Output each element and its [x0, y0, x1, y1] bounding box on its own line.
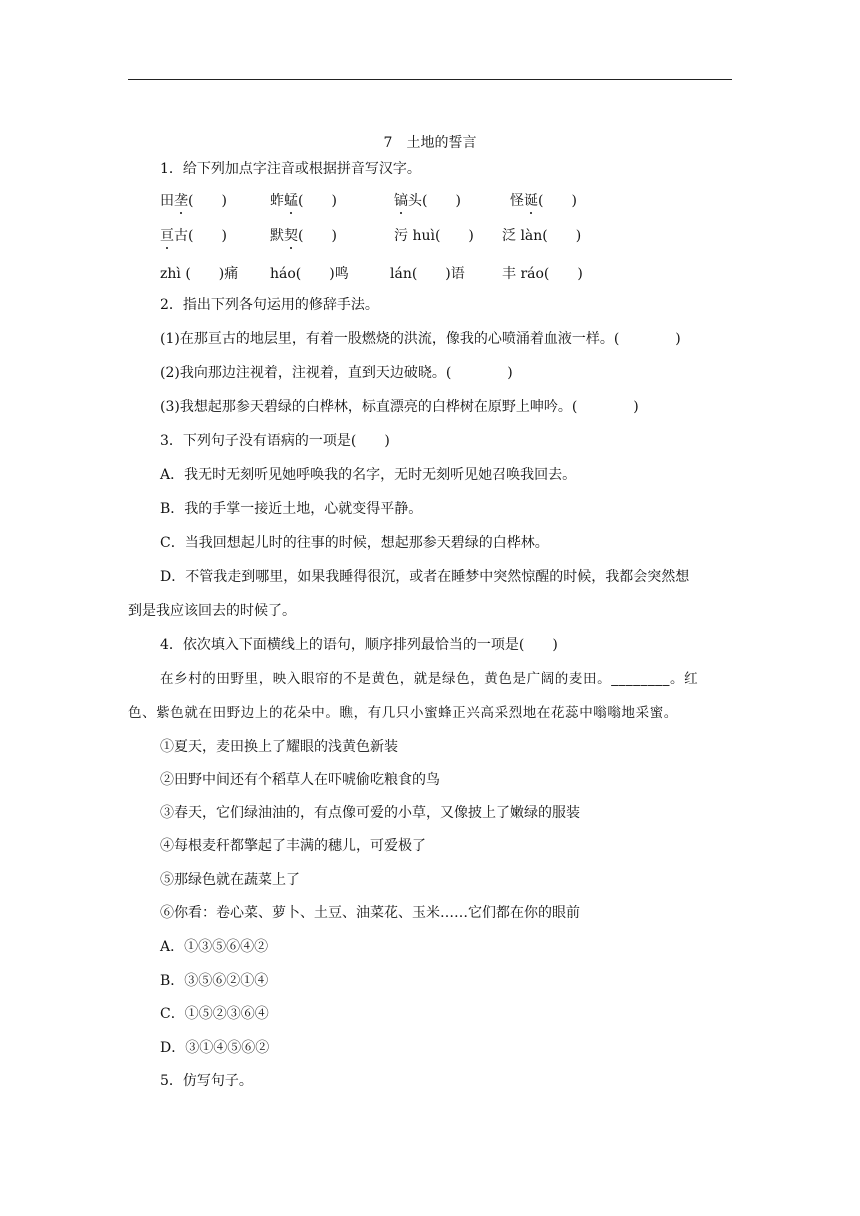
q3-option-c: C．当我回想起儿时的往事的时候，想起那参天碧绿的白桦林。 — [160, 535, 549, 551]
page-title: 7 土地的誓言 — [383, 135, 477, 151]
q4-option-d: D．③①④⑤⑥② — [160, 1040, 270, 1056]
q1-item: 镐头( ) — [394, 190, 461, 210]
q1-item: 污 huì( ) — [394, 228, 474, 244]
q1-item: lán( )语 — [390, 266, 465, 282]
q5-stem: 5．仿写句子。 — [160, 1073, 253, 1089]
q1-item: 默契( ) — [270, 225, 337, 245]
q4-option-a: A．①③⑤⑥④② — [160, 939, 269, 955]
q4-sentence: ④每根麦秆都擎起了丰满的穗儿，可爱极了 — [160, 838, 426, 854]
q4-sentence: ⑤那绿色就在蔬菜上了 — [160, 872, 300, 888]
q4-passage: 在乡村的田野里，映入眼帘的不是黄色，就是绿色，黄色是广阔的麦田。________。红 — [160, 671, 699, 687]
q4-sentence: ⑥你看：卷心菜、萝卜、土豆、油菜花、玉米……它们都在你的眼前 — [160, 905, 580, 921]
q4-sentence: ③春天，它们绿油油的，有点像可爱的小草，又像披上了嫩绿的服装 — [160, 805, 580, 821]
q1-item: háo( )鸣 — [270, 266, 349, 282]
q1-item: 亘古( ) — [160, 225, 227, 245]
header-rule — [128, 79, 732, 80]
q4-sentence: ①夏天，麦田换上了耀眼的浅黄色新装 — [160, 739, 398, 755]
q1-item: 蚱蜢( ) — [270, 190, 337, 210]
q1-item: 怪诞( ) — [510, 190, 577, 210]
q2-item: (2)我向那边注视着，注视着，直到天边破晓。( ) — [160, 365, 513, 381]
q1-item: 泛 làn( ) — [502, 228, 582, 244]
q1-item: 田垄( ) — [160, 190, 227, 210]
q4-stem: 4．依次填入下面横线上的语句，顺序排列最恰当的一项是( ) — [160, 637, 558, 653]
q1-stem: 1．给下列加点字注音或根据拼音写汉字。 — [160, 161, 421, 177]
q4-option-c: C．①⑤②③⑥④ — [160, 1006, 269, 1022]
q1-item: 丰 ráo( ) — [502, 266, 583, 282]
q3-option-a: A．我无时无刻听见她呼唤我的名字，无时无刻听见她召唤我回去。 — [160, 467, 577, 483]
q1-item: zhì ( )痛 — [160, 266, 239, 282]
q3-option-d: D．不管我走到哪里，如果我睡得很沉，或者在睡梦中突然惊醒的时候，我都会突然想 — [160, 569, 690, 585]
q3-option-d-cont: 到是我应该回去的时候了。 — [128, 603, 296, 619]
q4-sentence: ②田野中间还有个稻草人在吓唬偷吃粮食的鸟 — [160, 772, 440, 788]
q2-item: (1)在那亘古的地层里，有着一股燃烧的洪流，像我的心喷涌着血液一样。( ) — [160, 331, 681, 347]
q3-stem: 3．下列句子没有语病的一项是( ) — [160, 433, 390, 449]
q2-item: (3)我想起那参天碧绿的白桦林，标直漂亮的白桦树在原野上呻吟。( ) — [160, 399, 639, 415]
q4-passage: 色、紫色就在田野边上的花朵中。瞧，有几只小蜜蜂正兴高采烈地在花蕊中嗡嗡地采蜜。 — [128, 705, 678, 721]
q3-option-b: B．我的手掌一接近土地，心就变得平静。 — [160, 501, 423, 517]
q2-stem: 2．指出下列各句运用的修辞手法。 — [160, 297, 379, 313]
q4-option-b: B．③⑤⑥②①④ — [160, 973, 269, 989]
